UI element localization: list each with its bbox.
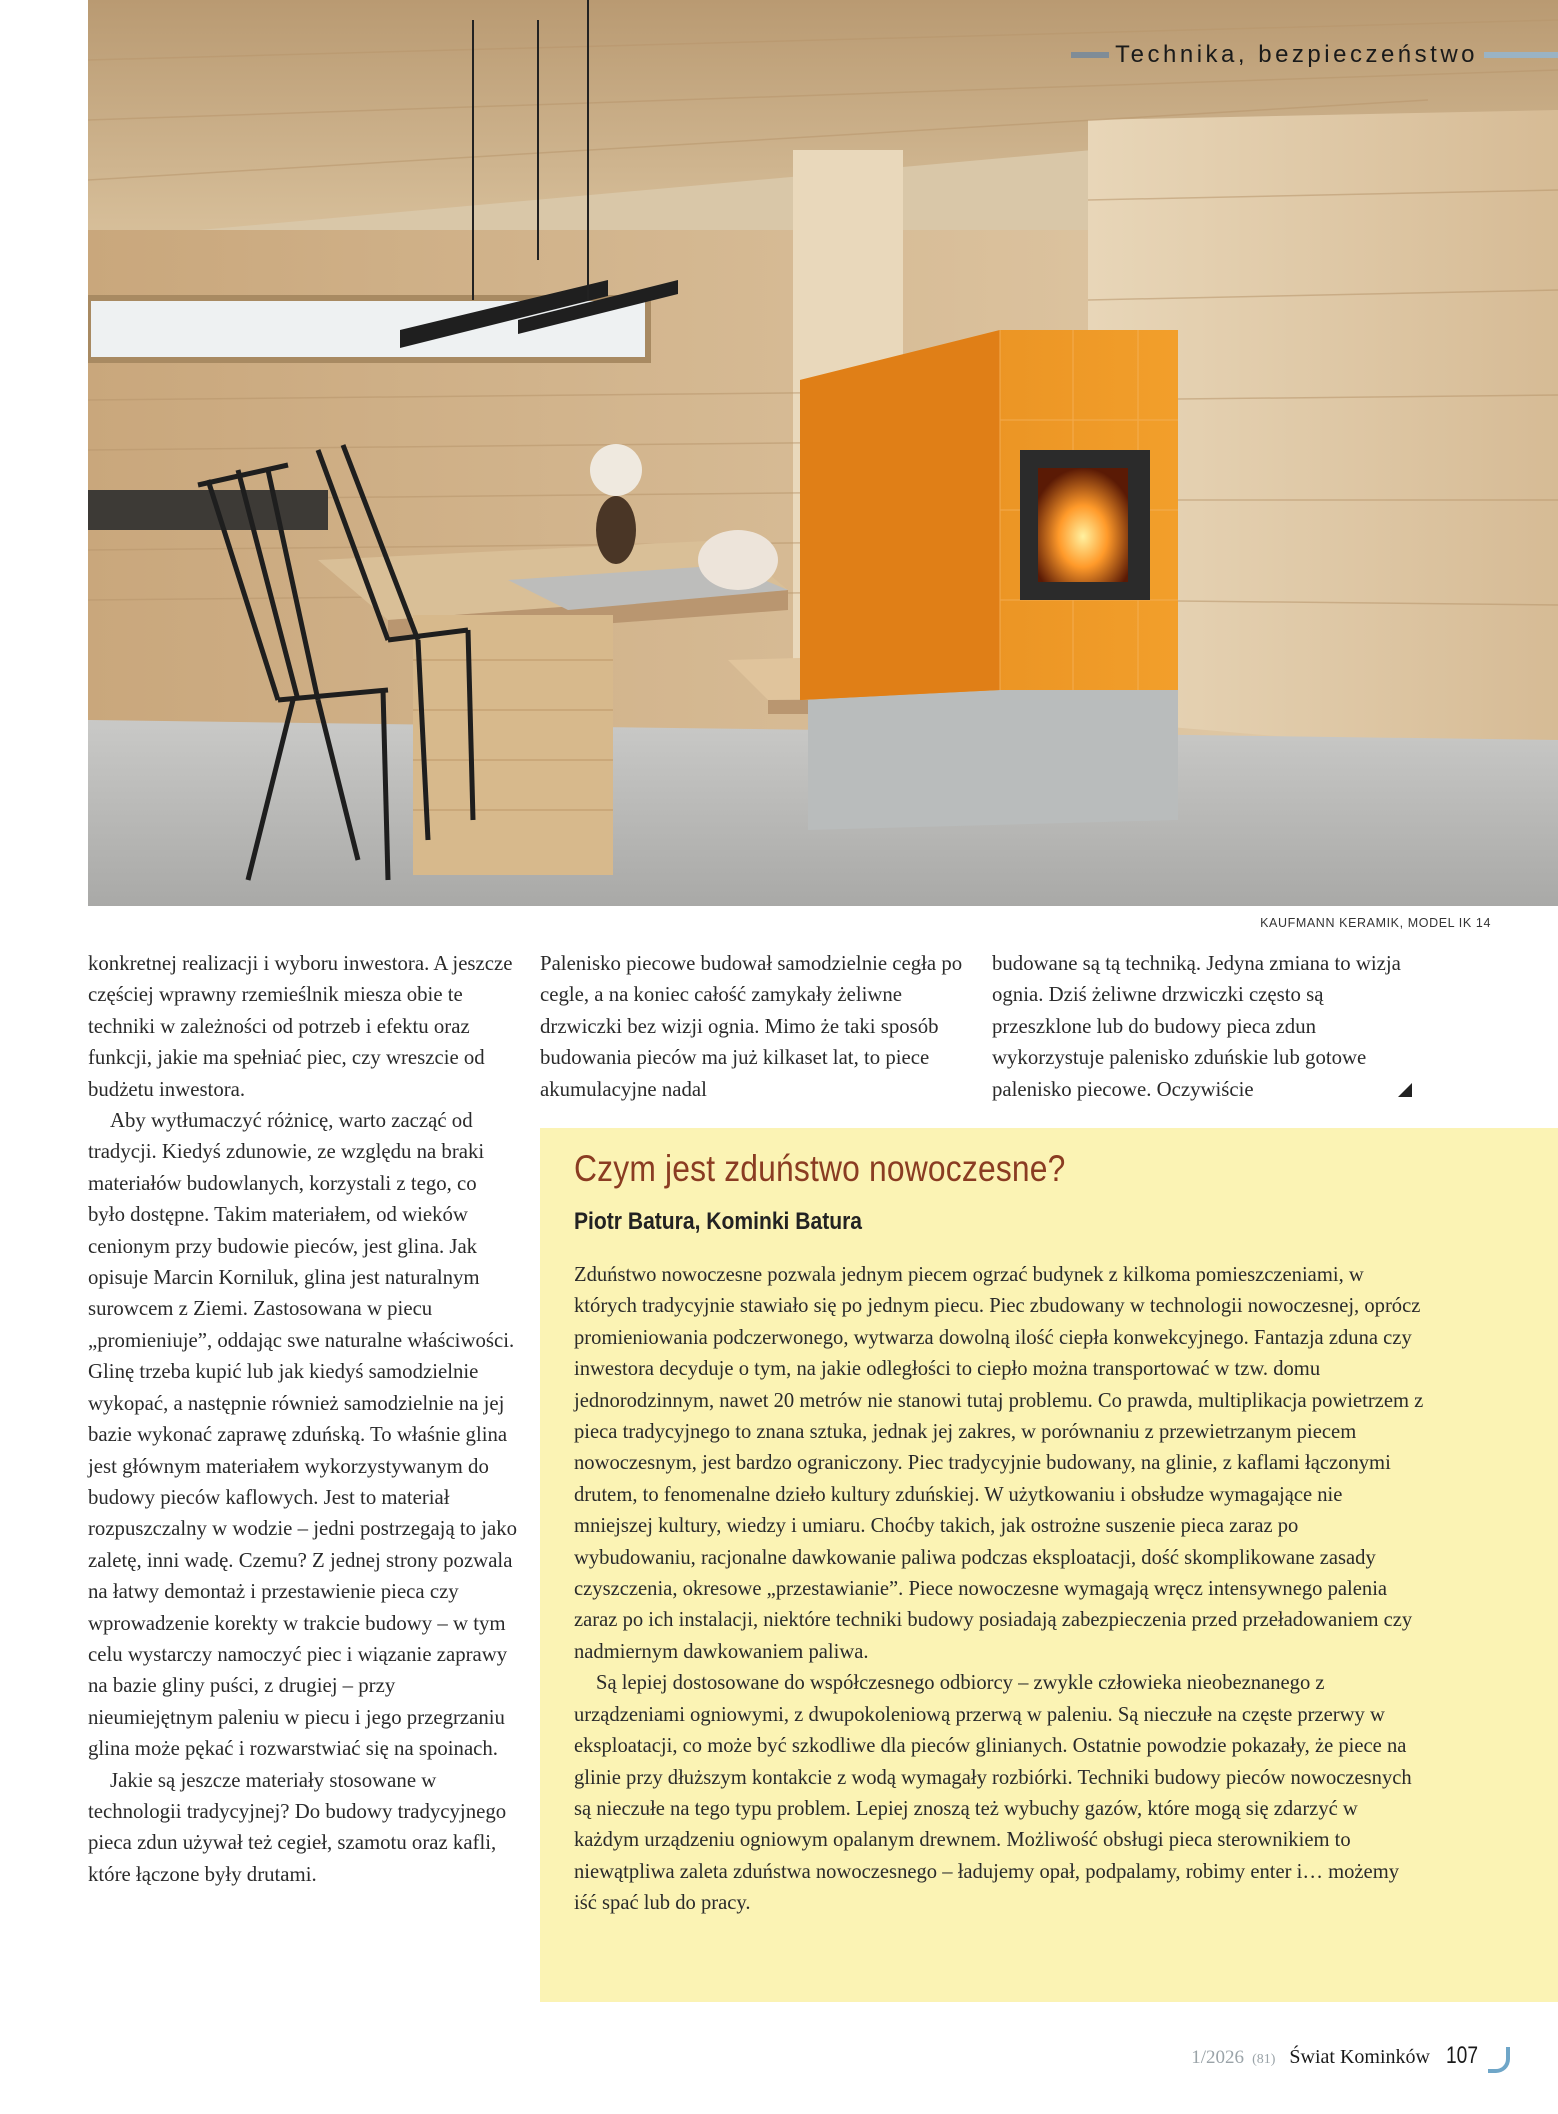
photo-caption: KAUFMANN KERAMIK, MODEL IK 14 (1260, 916, 1491, 930)
paragraph: Palenisko piecowe budował samodzielnie cegła po cegle, a na koniec całość zamykały żeliwne drzwiczki bez wizji ognia. Mimo że taki sposób budowania pieców ma już kilkaset lat, to piece akumulacyjne nadal (540, 952, 963, 1101)
page-number: 107 (1445, 2042, 1478, 2069)
issue-sequence: (81) (1252, 2052, 1276, 2067)
hook-icon (1488, 2047, 1510, 2073)
sidebar-box (540, 1128, 1558, 2002)
magazine-name: Świat Kominków (1289, 2046, 1430, 2068)
paragraph: budowane są tą techniką. Jedyna zmiana to wizja ognia. Dziś żeliwne drzwiczki często są przeszklone lub do budowy pieca zdun wykorzystuje palenisko zduńskie lub gotowe palenisko piecowe. Oczywiście (992, 952, 1401, 1101)
section-tag-bar (1071, 52, 1109, 58)
paragraph: Aby wytłumaczyć różnicę, warto zacząć od tradycji. Kiedyś zdunowie, ze względu na braki materiałów budowlanych, korzystali z tego, co było dostępne. Takim materiałem, od wieków cenionym przy budowie pieców, jest glina. Jak opisuje Marcin Korniluk, glina jest naturalnym surowcem z Ziemi. Zastosowana w piecu „promieniuje”, oddając swe naturalne właściwości. Glinę trzeba kupić lub jak kiedyś samodzielnie wykopać, a następnie również samodzielnie na jej bazie wykonać zaprawę zduńską. To właśnie glina jest głównym materiałem wykorzystywanym do budowy pieców kaflowych. Jest to materiał rozpuszczalny w wodzie – jedni postrzegają to jako zaletę, inni wadę. Czemu? Z jednej strony pozwala na łatwy demontaż i przestawienie pieca czy wprowadzenie korekty w trakcie budowy – w tym celu wystarczy namoczyć piec i wiązanie zaprawy na bazie gliny puści, z drugiej – przy nieumiejętnym paleniu w piecu i jego przegrzaniu glina może pękać i rozwarstwiać się na spoinach. (88, 1109, 518, 1761)
section-tag (1071, 38, 1558, 72)
paragraph: konkretnej realizacji i wyboru inwestora. A jeszcze częściej wprawny rzemieślnik miesza obie te techniki w zależności od potrzeb i efektu oraz funkcji, jakie ma spełniać piec, czy wreszcie od budżetu inwestora. (88, 952, 513, 1101)
hero-photo (88, 0, 1558, 906)
text-column-1 (88, 948, 518, 1890)
sidebar-title: Czym jest zduństwo nowoczesne? (574, 1148, 1066, 1189)
paragraph: Są lepiej dostosowane do współczesnego odbiorcy – zwykle człowieka nieobeznanego z urządzeniami ogniowymi, z dwupokoleniową przerwą w paleniu. Są nieczułe na częste przerwy w eksploatacji, co może być szkodliwe dla pieców glinianych. Ostatnie powodzie pokazały, że piece na glinie przy dłuższym kontakcie z wodą wymagały rozbiórki. Techniki budowy pieców nowoczesnych są nieczułe na tego typu problem. Lepiej znoszą też wybuchy gazów, które mogą się zdarzyć w każdym urządzeniu ogniowym opalanym drewnem. Możliwość obsługi pieca sterownikiem to niewątpliwa zaleta zduństwa nowoczesnego – ładujemy opał, podpalamy, robimy enter i… możemy iść spać lub do pracy. (574, 1672, 1412, 1915)
interior-illustration (88, 0, 1558, 906)
sidebar-author: Piotr Batura, Kominki Batura (574, 1208, 863, 1235)
paragraph: Zduństwo nowoczesne pozwala jednym piecem ogrzać budynek z kilkoma pomieszczeniami, w których tradycyjnie stawiało się po jednym piecu. Piec zbudowany w technologii nowoczesnej, oprócz promieniowania podczerwonego, wytwarza dowolną ilość ciepła konwekcyjnego. Fantazja zduna czy inwestora decyduje o tym, na jakie odległości to ciepło można transportować w tzw. domu jednorodzinnym, nawet 20 metrów nie stanowi tutaj problemu. Co prawda, multiplikacja powietrzem z pieca tradycyjnego to znana sztuka, jednak jej zakres, w porównaniu z przewietrzanym piecem nowoczesnym, jest bardzo ograniczony. Piec tradycyjnie budowany, na glinie, z kaflami łączonymi drutem, to fenomenalne dzieło kultury zduńskiej. W użytkowaniu i obsłudze wymagające nie mniejszej kultury, wiedzy i umiaru. Choćby takich, jak ostrożne suszenie pieca zaraz po wybudowaniu, racjonalne dawkowanie paliwa podczas eksploatacji, dość skomplikowane zasady czyszczenia, okresowe „przestawianie”. Piece nowoczesne wymagają wręcz intensywnego palenia zaraz po ich instalacji, niektóre techniki budowy posiadają zabezpieczenia przed przeładowaniem czy nadmiernym dawkowaniem paliwa. (574, 1264, 1424, 1663)
section-tag-bar-accent (1484, 52, 1558, 58)
text-column-2 (540, 948, 970, 1105)
page-footer (1191, 2037, 1510, 2070)
text-column-3 (992, 948, 1422, 1105)
continue-triangle-icon (1398, 1083, 1412, 1097)
sidebar-body (574, 1260, 1424, 1920)
section-tag-label: Technika, bezpieczeństwo (1115, 41, 1478, 68)
paragraph: Jakie są jeszcze materiały stosowane w technologii tradycyjnej? Do budowy tradycyjnego pieca zdun używał też cegieł, szamotu oraz kafli, które łączone były drutami. (88, 1768, 507, 1886)
issue-number: 1/2026 (1191, 2047, 1245, 2068)
